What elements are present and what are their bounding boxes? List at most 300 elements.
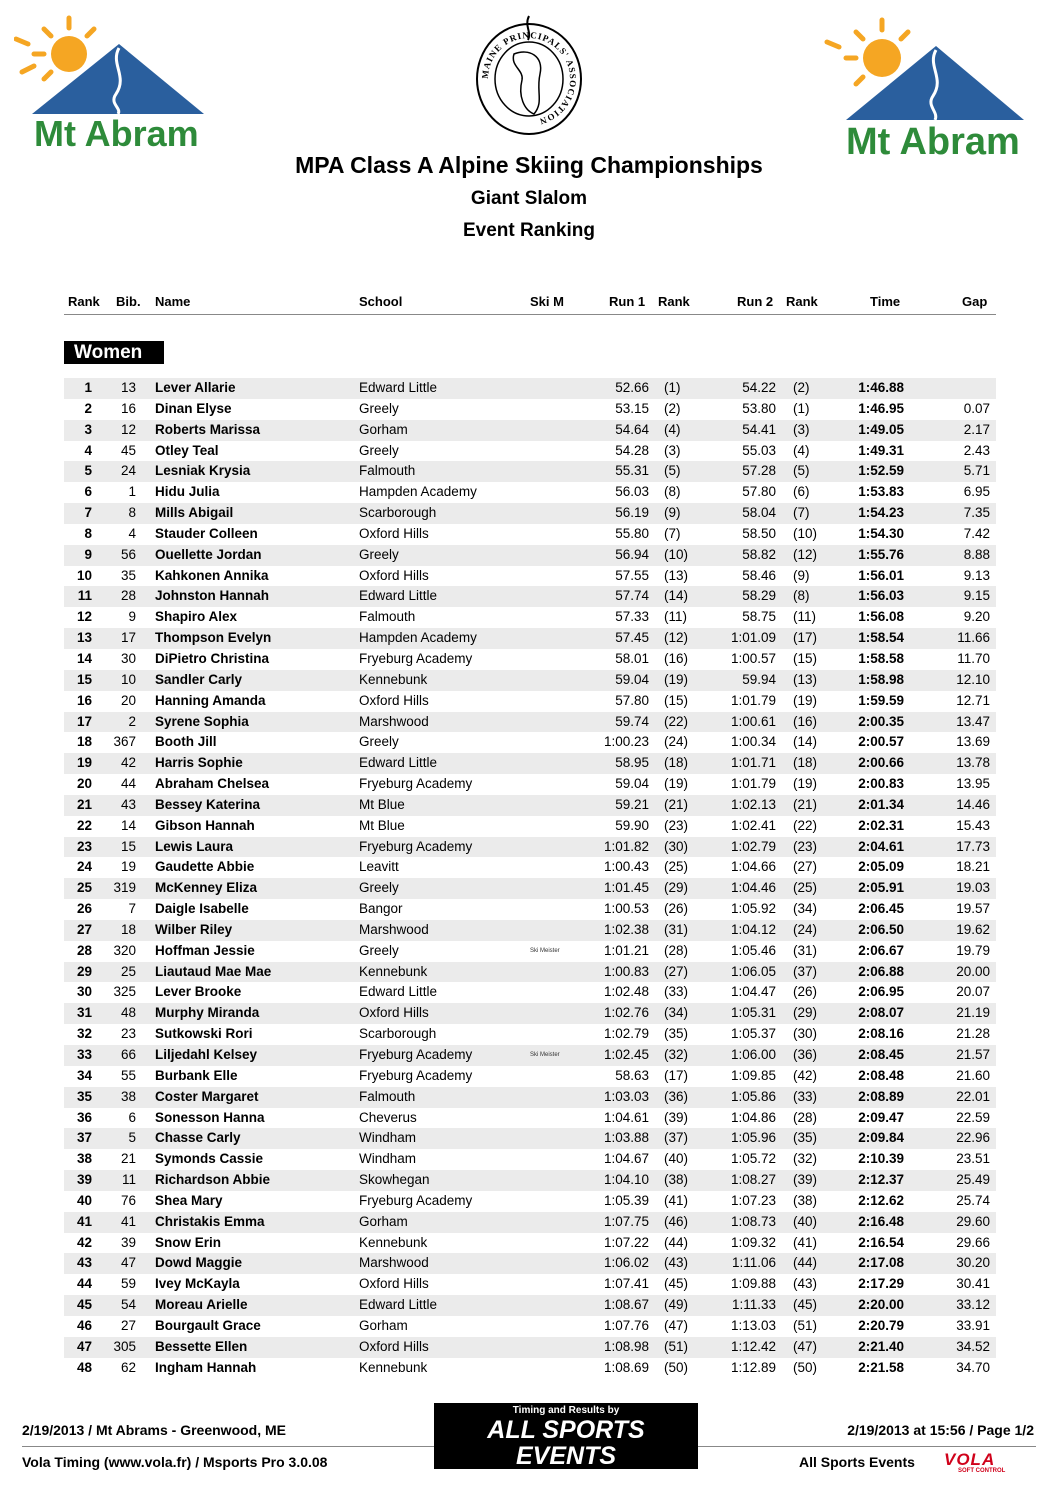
school-cell: Edward Little [359,755,438,771]
run2-time: 1:00.57 [730,650,776,666]
run2-rank: (26) [793,984,818,1000]
bib-cell: 62 [120,1359,136,1375]
athlete-name: Lesniak Krysia [155,463,251,479]
run2-time: 1:05.92 [730,901,776,917]
school-cell: Greely [359,942,399,958]
school-cell: Fryeburg Academy [359,1047,473,1062]
vola-logo-text: VOLA [944,1450,996,1469]
run1-time: 53.15 [615,400,649,416]
footer-date-location: 2/19/2013 / Mt Abrams - Greenwood, ME [22,1422,287,1438]
athlete-name: Ouellette Jordan [155,546,262,562]
gap-cell: 25.49 [956,1172,990,1188]
results-table [64,378,996,1379]
table-row [64,1253,996,1274]
table-row [64,837,996,858]
run2-rank: (10) [793,525,818,541]
bib-cell: 13 [120,380,136,395]
rank-cell: 14 [76,650,92,666]
athlete-name: Sandler Carly [155,671,243,687]
rank-cell: 5 [84,463,92,479]
run1-time: 52.66 [615,380,649,395]
bib-cell: 48 [120,1005,136,1021]
school-cell: Oxford Hills [359,567,429,583]
run2-rank: (39) [793,1172,818,1188]
total-time: 2:05.09 [858,859,904,875]
total-time: 2:08.07 [858,1005,904,1021]
col-ski-m: Ski M [530,294,564,309]
school-cell: Greely [359,880,399,896]
table-row [64,649,996,670]
run2-time: 1:04.86 [730,1109,776,1125]
table-row [64,607,996,628]
total-time: 1:52.59 [858,463,904,479]
vola-logo [944,1452,1034,1474]
run2-time: 58.29 [742,588,776,604]
school-cell: Fryeburg Academy [359,1192,473,1208]
mt-abram-logo-left [14,14,230,154]
athlete-name: Sutkowski Rori [155,1026,253,1042]
table-row [64,586,996,607]
table-row [64,524,996,545]
run2-time: 58.04 [742,505,776,521]
gap-cell: 5.71 [963,463,990,479]
run1-time: 1:07.41 [603,1276,649,1292]
athlete-name: Dowd Maggie [155,1255,242,1271]
run1-time: 59.90 [615,817,649,833]
run1-rank: (19) [664,776,689,792]
gap-cell: 2.43 [963,442,990,458]
pine-cone-icon [513,52,540,114]
table-row [64,816,996,837]
athlete-name: Roberts Marissa [155,421,261,437]
vola-logo-sub: SOFT CONTROL [958,1468,1006,1474]
run1-time: 1:02.79 [603,1026,649,1042]
gap-cell: 19.79 [956,942,990,958]
seal-text: MAINE PRINCIPALS' ASSOCIATION [479,29,579,127]
total-time: 2:06.45 [858,901,904,917]
total-time: 1:58.54 [858,630,904,646]
run1-rank: (27) [664,963,689,979]
run1-time: 1:07.75 [603,1213,649,1229]
run2-rank: (37) [793,963,818,979]
col-time: Time [870,294,901,309]
rank-cell: 21 [76,796,92,812]
run1-time: 59.04 [615,776,649,792]
run1-rank: (15) [664,692,689,708]
school-cell: Fryeburg Academy [359,838,473,854]
run1-rank: (30) [664,838,689,854]
total-time: 2:00.35 [858,713,904,729]
run2-time: 1:05.96 [730,1130,776,1146]
athlete-name: Chasse Carly [155,1130,241,1146]
rank-cell: 40 [76,1192,92,1208]
run1-rank: (4) [664,421,681,437]
run2-time: 1:05.72 [730,1151,776,1167]
school-cell: Oxford Hills [359,692,429,708]
run2-rank: (22) [793,817,818,833]
run2-rank: (25) [793,880,818,896]
results-table-header [64,294,996,315]
table-row [64,566,996,587]
logo-line-2: ALL SPORTS EVENTS [487,1416,645,1470]
run1-time: 55.80 [615,525,649,541]
run2-time: 54.22 [742,380,776,395]
run2-rank: (24) [793,921,818,937]
event-subtitle: Giant Slalom [470,188,588,209]
gap-cell: 19.57 [956,901,990,917]
rank-cell: 38 [76,1151,92,1167]
run1-rank: (26) [664,901,689,917]
gap-cell: 33.12 [956,1297,990,1313]
school-cell: Bangor [359,901,403,917]
athlete-name: McKenney Eliza [155,880,258,896]
run1-time: 1:02.48 [603,984,649,1000]
bib-cell: 47 [120,1255,136,1271]
run2-rank: (16) [793,713,818,729]
gap-cell: 29.66 [956,1234,990,1250]
run2-rank: (27) [793,859,818,875]
bib-cell: 27 [120,1317,136,1333]
school-cell: Hampden Academy [359,484,477,500]
run1-rank: (43) [664,1255,689,1271]
run2-rank: (18) [793,755,818,771]
rank-cell: 35 [76,1088,92,1104]
run2-time: 1:05.31 [730,1005,776,1021]
rank-cell: 24 [76,859,92,875]
run1-rank: (18) [664,755,689,771]
gap-cell: 13.78 [956,755,990,771]
run2-rank: (30) [793,1026,818,1042]
sun-icon [827,20,908,84]
run2-rank: (44) [793,1255,818,1271]
total-time: 1:58.58 [858,650,904,666]
run2-time: 1:13.03 [730,1317,776,1333]
bib-cell: 39 [120,1234,136,1250]
section-label-women: Women [64,341,164,364]
run1-time: 1:04.61 [603,1109,649,1125]
gap-cell: 30.41 [956,1276,990,1292]
gap-cell: 17.73 [956,838,990,854]
table-row [64,774,996,795]
total-time: 2:17.29 [858,1276,904,1292]
rank-cell: 15 [76,671,92,687]
gap-cell: 21.57 [956,1047,990,1062]
athlete-name: DiPietro Christina [155,650,270,666]
total-time: 1:55.76 [858,546,904,562]
gap-cell: 29.60 [956,1213,990,1229]
athlete-name: Mills Abigail [155,505,234,521]
bib-cell: 66 [120,1047,136,1062]
run2-time: 58.75 [742,609,776,625]
total-time: 1:56.01 [858,567,904,583]
run2-time: 1:05.37 [730,1026,776,1042]
gap-cell: 22.59 [956,1109,990,1125]
school-cell: Gorham [359,1213,408,1229]
run2-time: 1:06.00 [730,1047,776,1062]
run1-time: 56.03 [615,484,649,500]
run2-rank: (38) [793,1192,818,1208]
bib-cell: 16 [120,400,136,416]
total-time: 2:06.67 [858,942,904,958]
run1-rank: (49) [664,1297,689,1313]
col-name: Name [155,294,191,309]
run2-rank: (23) [793,838,818,854]
athlete-name: Hidu Julia [155,484,220,500]
run1-rank: (47) [664,1317,689,1333]
total-time: 1:58.98 [858,671,904,687]
run2-rank: (8) [793,588,810,604]
run2-time: 1:11.33 [731,1297,776,1313]
rank-cell: 34 [76,1067,92,1083]
bib-cell: 319 [113,880,136,896]
rank-cell: 16 [76,692,92,708]
gap-cell: 19.03 [956,880,990,896]
run2-time: 1:12.42 [730,1338,776,1354]
ski-meister-cell: Ski Meister [530,1052,560,1058]
table-row [64,899,996,920]
rank-cell: 37 [76,1130,92,1146]
table-row [64,1358,996,1379]
bib-cell: 25 [120,963,136,979]
school-cell: Edward Little [359,1297,438,1313]
total-time: 2:10.39 [858,1151,904,1167]
rank-cell: 42 [76,1234,92,1250]
school-cell: Marshwood [359,713,429,729]
rank-cell: 36 [76,1109,92,1125]
table-row [64,461,996,482]
gap-cell: 13.69 [956,734,990,750]
table-row [64,545,996,566]
run1-time: 1:01.82 [603,838,649,854]
table-row [64,1233,996,1254]
total-time: 2:08.48 [858,1067,904,1083]
gap-cell: 25.74 [956,1192,990,1208]
run2-time: 1:02.79 [730,838,776,854]
bib-cell: 56 [120,546,136,562]
bib-cell: 19 [120,859,136,875]
bib-cell: 20 [120,692,136,708]
total-time: 2:02.31 [858,817,904,833]
rank-cell: 39 [76,1172,92,1188]
athlete-name: Abraham Chelsea [155,776,270,792]
total-time: 2:12.37 [858,1172,904,1188]
col-bib: Bib. [116,294,141,309]
run1-rank: (50) [664,1359,689,1375]
run2-rank: (14) [793,734,818,750]
school-cell: Marshwood [359,921,429,937]
rank-cell: 1 [84,380,92,395]
gap-cell: 9.13 [963,567,990,583]
table-row [64,1337,996,1358]
athlete-name: Kahkonen Annika [155,567,269,583]
school-cell: Scarborough [359,1026,437,1042]
bib-cell: 4 [128,525,136,541]
school-cell: Gorham [359,421,408,437]
school-cell: Kennebunk [359,963,428,979]
run1-rank: (2) [664,400,681,416]
run2-rank: (21) [793,796,818,812]
total-time: 1:54.23 [858,505,904,521]
rank-cell: 27 [76,921,92,937]
table-row [64,1212,996,1233]
run1-time: 1:07.76 [603,1317,649,1333]
run1-rank: (38) [664,1172,689,1188]
bib-cell: 42 [120,755,136,771]
athlete-name: Dinan Elyse [155,400,232,416]
run2-time: 1:04.66 [730,859,776,875]
run1-time: 1:08.67 [603,1297,649,1313]
athlete-name: Gibson Hannah [155,817,255,833]
school-cell: Mt Blue [359,817,405,833]
school-cell: Kennebunk [359,671,428,687]
school-cell: Mt Blue [359,796,405,812]
athlete-name: Liljedahl Kelsey [155,1047,258,1062]
bib-cell: 1 [128,484,136,500]
gap-cell: 7.42 [963,525,990,541]
col-run2: Run 2 [737,294,774,309]
run2-time: 1:01.79 [730,776,776,792]
rank-cell: 4 [84,442,92,458]
athlete-name: Harris Sophie [155,755,243,771]
gap-cell: 0.07 [963,400,990,416]
col-run2-rank: Rank [786,294,818,309]
page-title: MPA Class A Alpine Skiing Championships [295,152,763,178]
table-row [64,920,996,941]
bib-cell: 11 [121,1172,136,1188]
run2-time: 57.80 [742,484,776,500]
run1-time: 58.01 [615,650,649,666]
rank-cell: 47 [76,1338,92,1354]
run2-time: 55.03 [742,442,776,458]
run1-rank: (13) [664,567,689,583]
athlete-name: Christakis Emma [155,1213,265,1229]
rank-cell: 26 [76,901,92,917]
rank-cell: 11 [77,588,92,604]
school-cell: Edward Little [359,588,438,604]
athlete-name: Gaudette Abbie [155,859,255,875]
logo-text: Mt Abram [34,113,199,154]
school-cell: Fryeburg Academy [359,650,473,666]
athlete-name: Coster Margaret [155,1088,259,1104]
total-time: 2:05.91 [858,880,904,896]
run2-time: 57.28 [742,463,776,479]
run1-rank: (28) [664,942,689,958]
run2-rank: (19) [793,692,818,708]
run2-rank: (34) [793,901,818,917]
athlete-name: Moreau Arielle [155,1297,248,1313]
run1-time: 1:02.45 [603,1047,649,1062]
table-row [64,712,996,733]
total-time: 2:08.45 [858,1047,904,1062]
bib-cell: 2 [128,713,136,729]
run2-rank: (13) [793,671,818,687]
bib-cell: 55 [120,1067,136,1083]
mpa-seal-logo [474,14,584,140]
total-time: 2:04.61 [858,838,904,854]
run1-rank: (10) [664,546,689,562]
bib-cell: 6 [128,1109,136,1125]
total-time: 1:56.08 [858,609,904,625]
table-row [64,732,996,753]
run1-rank: (3) [664,442,681,458]
bib-cell: 43 [120,796,136,812]
run2-time: 1:09.32 [730,1234,776,1250]
total-time: 2:06.50 [858,921,904,937]
footer-organizer: All Sports Events [799,1454,915,1470]
total-time: 2:08.16 [858,1026,904,1042]
run2-rank: (11) [793,609,817,625]
table-row [64,1024,996,1045]
run1-rank: (45) [664,1276,689,1292]
gap-cell: 11.70 [957,650,990,666]
total-time: 2:20.79 [858,1317,904,1333]
athlete-name: Burbank Elle [155,1067,238,1083]
run2-time: 1:07.23 [730,1192,776,1208]
gap-cell: 30.20 [956,1255,990,1271]
school-cell: Scarborough [359,505,437,521]
run1-rank: (37) [664,1130,689,1146]
run1-time: 59.74 [615,713,649,729]
school-cell: Skowhegan [359,1172,430,1188]
run1-time: 1:00.83 [603,963,649,979]
bib-cell: 14 [120,817,136,833]
all-sports-events-logo [434,1403,698,1490]
school-cell: Kennebunk [359,1234,428,1250]
rank-cell: 32 [76,1026,92,1042]
run1-time: 1:00.23 [603,734,649,750]
run1-time: 54.28 [615,442,649,458]
run1-rank: (25) [664,859,689,875]
athlete-name: Hanning Amanda [155,692,266,708]
gap-cell: 13.47 [956,713,990,729]
total-time: 1:49.31 [858,442,904,458]
athlete-name: Thompson Evelyn [155,630,272,646]
rank-cell: 41 [76,1213,92,1229]
run1-time: 1:04.67 [603,1151,649,1167]
rank-cell: 19 [76,755,92,771]
school-cell: Fryeburg Academy [359,1067,473,1083]
table-row [64,1003,996,1024]
rank-cell: 44 [76,1276,92,1292]
run1-rank: (7) [664,525,681,541]
run2-time: 1:08.27 [730,1172,776,1188]
run2-time: 1:00.61 [730,713,776,729]
gap-cell: 8.88 [963,546,990,562]
rank-cell: 25 [76,880,92,896]
table-row [64,962,996,983]
sun-icon [16,18,94,79]
total-time: 2:17.08 [858,1255,904,1271]
rank-cell: 29 [76,963,92,979]
run2-time: 1:01.09 [730,630,776,646]
run1-rank: (32) [664,1047,689,1062]
bib-cell: 7 [128,901,136,917]
gap-cell: 9.15 [963,588,990,604]
school-cell: Gorham [359,1317,408,1333]
run2-time: 1:00.34 [730,734,776,750]
run1-time: 1:03.88 [603,1130,649,1146]
run2-time: 1:11.06 [731,1255,776,1271]
gap-cell: 7.35 [963,505,990,521]
table-row [64,482,996,503]
bib-cell: 18 [120,921,136,937]
run2-rank: (5) [793,463,810,479]
run2-time: 1:04.46 [730,880,776,896]
run2-time: 1:02.13 [730,796,776,812]
total-time: 1:46.95 [858,400,904,416]
table-row [64,1128,996,1149]
gap-cell: 22.01 [956,1088,990,1104]
